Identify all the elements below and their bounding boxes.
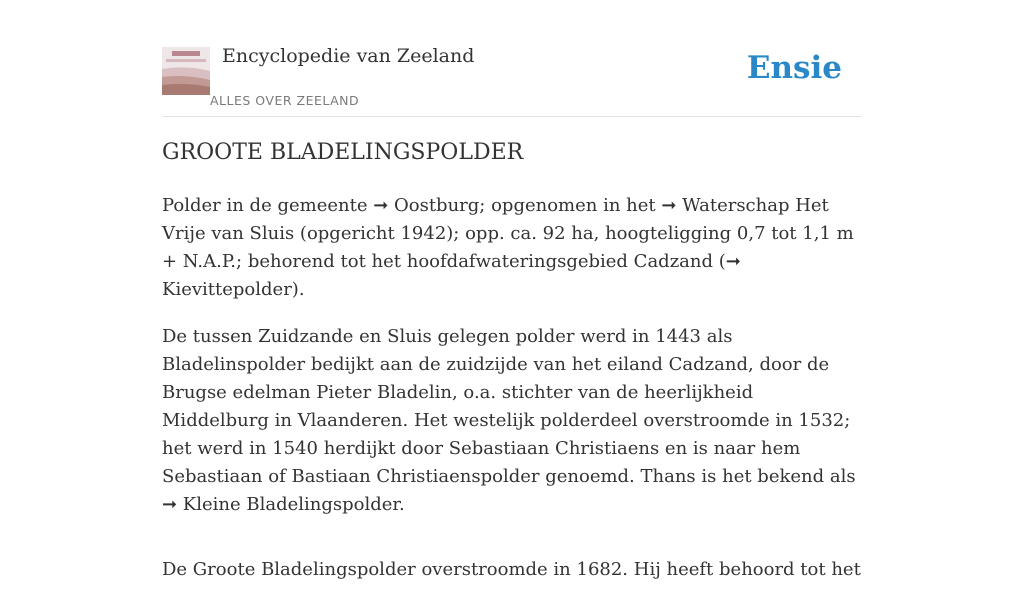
page-container xyxy=(162,0,862,580)
article-paragraph-2: De tussen Zuidzande en Sluis gelegen polder werd in 1443 als Bladelinspolder bedijkt aan de zuidzijde van het eiland Cadzand, door de Brugse edelman Pieter Bladelin, o.a. stichter van de heerlijkheid Middelburg in Vlaanderen. Het westelijk polderdeel overstroomde in 1532; het werd in 1540 herdijkt door Sebastiaan Christiaens en is naar hem Sebastiaan of Bastiaan Christiaenspolder genoemd. Thans is het bekend als ➞ Kleine Bladelingspolder. xyxy=(162,326,856,515)
book-image-icon xyxy=(162,47,210,95)
article-paragraph-3: De Groote Bladelingspolder overstroomde in 1682. Hij heeft behoord tot het xyxy=(162,559,861,580)
article-paragraph-1: Polder in de gemeente ➞ Oostburg; opgenomen in het ➞ Waterschap Het Vrije van Sluis (opgericht 1942); opp. ca. 92 ha, hoogteligging 0,7 tot 1,1 m + N.A.P.; behorend tot het hoofdafwateringsgebied Cadzand (➞ Kievittepolder). xyxy=(162,195,854,300)
article-body xyxy=(162,192,862,603)
site-avatar[interactable] xyxy=(162,47,210,95)
site-header xyxy=(162,0,862,117)
site-title[interactable]: Encyclopedie van Zeeland xyxy=(222,45,475,67)
brand-logo[interactable]: Ensie xyxy=(746,50,842,86)
page-title: GROOTE BLADELINGSPOLDER xyxy=(162,140,524,165)
site-subtitle: ALLES OVER ZEELAND xyxy=(210,93,360,108)
